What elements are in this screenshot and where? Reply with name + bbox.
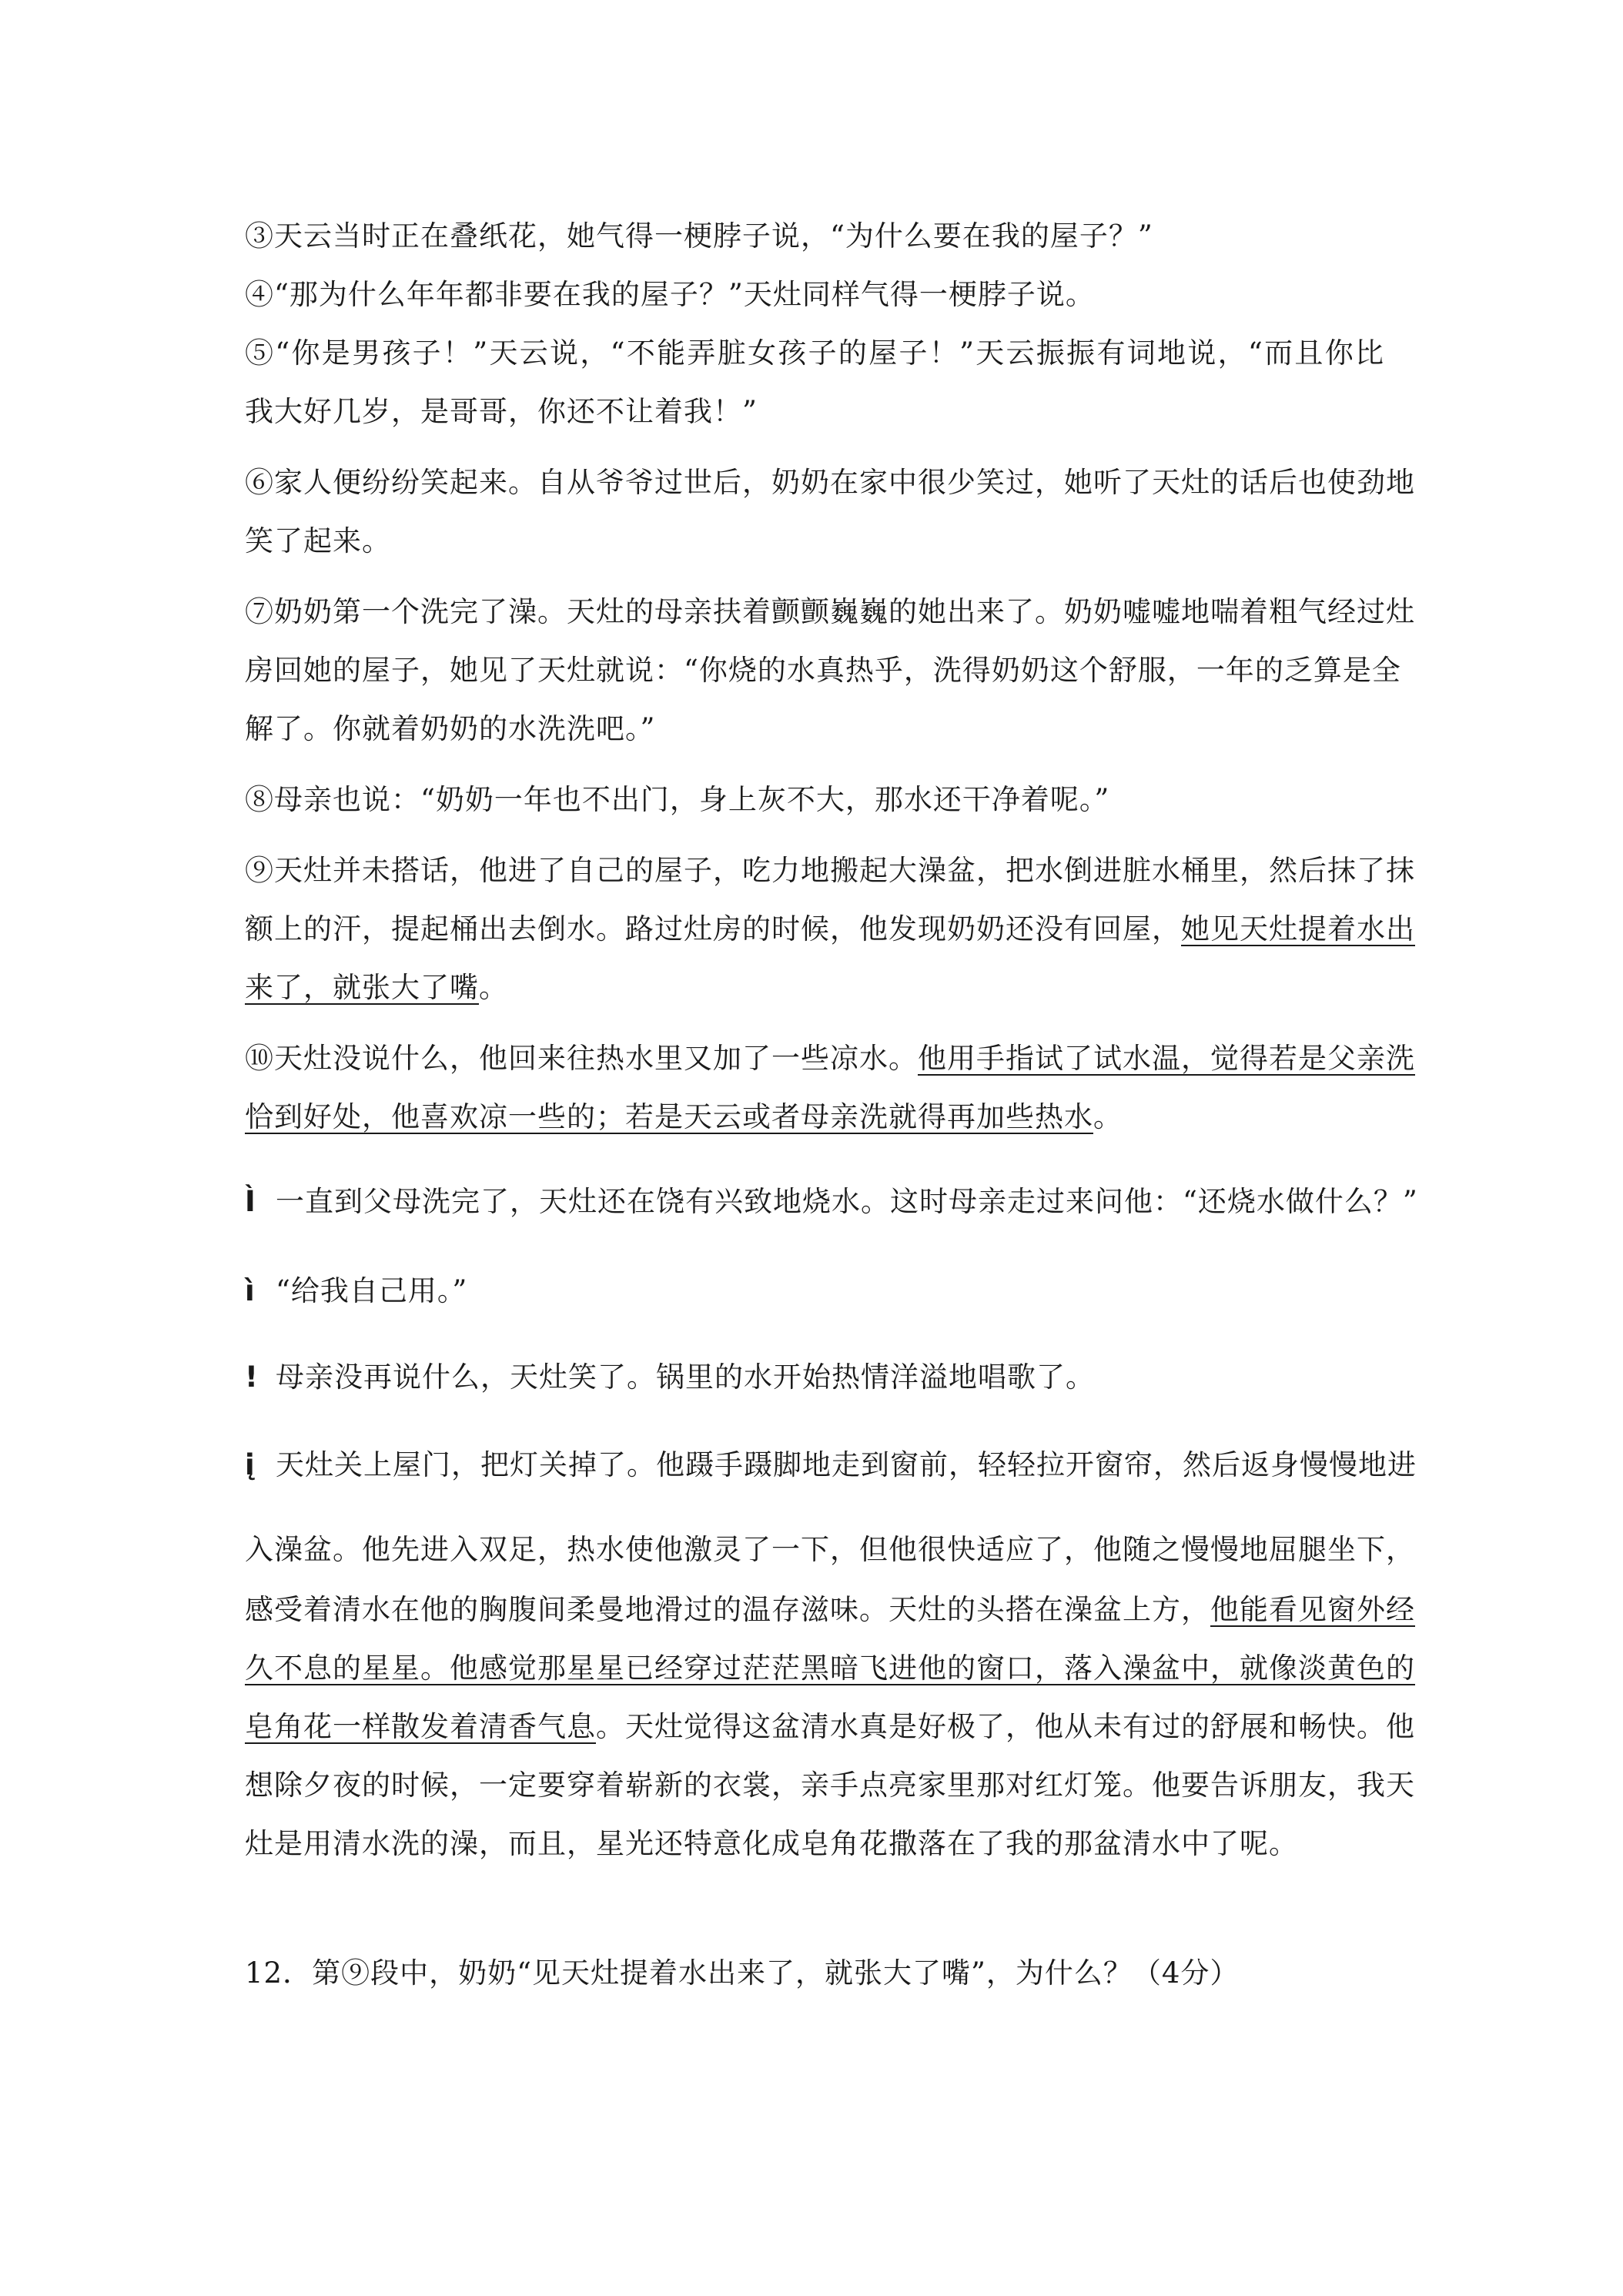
underlined-sentence-q12-cont: 来了，就张大了嘴 [245, 971, 479, 1004]
paragraph-9-end: 。 [479, 971, 508, 1004]
paragraph-14-line-5-text: 。天灶觉得这盆清水真是好极了，他从未有过的舒展和畅快。他 [596, 1710, 1415, 1743]
paragraph-14-line-1 [245, 1446, 1417, 1484]
underlined-sentence-p14-end: 皂角花一样散发着清香气息 [245, 1710, 596, 1743]
paragraph-11 [245, 1183, 1418, 1221]
paragraph-6-line-2: 笑了起来。 [245, 524, 391, 557]
underlined-sentence-p10: 他用手指试了试水温，觉得若是父亲洗 [918, 1042, 1415, 1075]
paragraph-13 [245, 1358, 1384, 1397]
paragraph-10-line-1-text: ⑩天灶没说什么，他回来往热水里又加了一些凉水。 [245, 1042, 918, 1075]
paragraph-13-marker: ! [245, 1361, 259, 1394]
paragraph-10-line-2 [245, 1098, 1384, 1136]
paragraph-14-line-6: 想除夕夜的时候，一定要穿着崭新的衣裳，亲手点亮家里那对红灯笼。他要告诉朋友，我天 [245, 1769, 1415, 1802]
paragraph-14-line-4 [245, 1649, 1415, 1688]
paragraph-13-text: 母亲没再说什么，天灶笑了。锅里的水开始热情洋溢地唱歌了。 [276, 1361, 1095, 1394]
paragraph-14-line-3 [245, 1591, 1415, 1629]
paragraph-14-line-1-text: 天灶关上屋门，把灯关掉了。他蹑手蹑脚地走到窗前，轻轻拉开窗帘，然后返身慢慢地进 [276, 1448, 1417, 1481]
paragraph-7-line-1: ⑦奶奶第一个洗完了澡。天灶的母亲扶着颤颤巍巍的她出来了。奶奶嘘嘘地喘着粗气经过灶 [245, 595, 1415, 628]
paragraph-11-marker: Ì [245, 1185, 256, 1218]
paragraph-9-line-2-text: 额上的汗，提起桶出去倒水。路过灶房的时候，他发现奶奶还没有回屋， [245, 912, 1181, 946]
paragraph-5-line-2: 我大好几岁，是哥哥，你还不让着我！” [245, 395, 758, 428]
paragraph-9-line-1: ⑨天灶并未搭话，他进了自己的屋子，吃力地搬起大澡盆，把水倒进脏水桶里，然后抹了抹 [245, 854, 1415, 887]
paragraph-9-line-2 [245, 910, 1415, 949]
paragraph-9-line-3 [245, 969, 1384, 1007]
paragraph-8: ⑧母亲也说：“奶奶一年也不出门，身上灰不大，那水还干净着呢。” [245, 783, 1110, 816]
paragraph-14-line-7: 灶是用清水洗的澡，而且，星光还特意化成皂角花撒落在了我的那盆清水中了呢。 [245, 1827, 1298, 1860]
paragraph-14-marker: į [245, 1448, 256, 1481]
paragraph-14-line-3-text: 感受着清水在他的胸腹间柔曼地滑过的温存滋味。天灶的头搭在澡盆上方， [245, 1593, 1210, 1626]
paragraph-14-line-2: 入澡盆。他先进入双足，热水使他激灵了一下，但他很快适应了，他随之慢慢地屈腿坐下， [245, 1533, 1415, 1566]
paragraph-5-line-1: ⑤“你是男孩子！”天云说，“不能弄脏女孩子的屋子！”天云振振有词地说，“而且你比 [245, 336, 1384, 370]
paragraph-10-line-1 [245, 1039, 1415, 1078]
underlined-sentence-p14-cont: 久不息的星星。他感觉那星星已经穿过茫茫黑暗飞进他的窗口，落入澡盆中，就像淡黄色的 [245, 1652, 1415, 1685]
paragraph-11-text: 一直到父母洗完了，天灶还在饶有兴致地烧水。这时母亲走过来问他：“还烧水做什么？” [276, 1185, 1418, 1218]
question-12: 12．第⑨段中，奶奶“见天灶提着水出来了，就张大了嘴”，为什么？（4分） [245, 1956, 1240, 1990]
paragraph-12 [245, 1272, 1384, 1310]
paragraph-12-text: “给我自己用。” [276, 1274, 468, 1307]
paragraph-7-line-3: 解了。你就着奶奶的水洗洗吧。” [245, 712, 656, 745]
paragraph-14-line-5 [245, 1708, 1415, 1746]
paragraph-3: ③天云当时正在叠纸花，她气得一梗脖子说，“为什么要在我的屋子？” [245, 219, 1153, 253]
paragraph-12-marker: ì [245, 1274, 256, 1307]
underlined-sentence-p10-cont: 恰到好处，他喜欢凉一些的；若是天云或者母亲洗就得再加些热水 [245, 1100, 1093, 1133]
underlined-sentence-p14: 他能看见窗外经 [1210, 1593, 1415, 1626]
paragraph-6-line-1: ⑥家人便纷纷笑起来。自从爷爷过世后，奶奶在家中很少笑过，她听了天灶的话后也使劲地 [245, 466, 1415, 499]
paragraph-7-line-2: 房回她的屋子，她见了天灶就说：“你烧的水真热乎，洗得奶奶这个舒服，一年的乏算是全 [245, 654, 1401, 687]
paragraph-10-end: 。 [1093, 1100, 1123, 1133]
paragraph-4: ④“那为什么年年都非要在我的屋子？”天灶同样气得一梗脖子说。 [245, 278, 1095, 311]
underlined-sentence-q12: 她见天灶提着水出 [1181, 912, 1415, 946]
